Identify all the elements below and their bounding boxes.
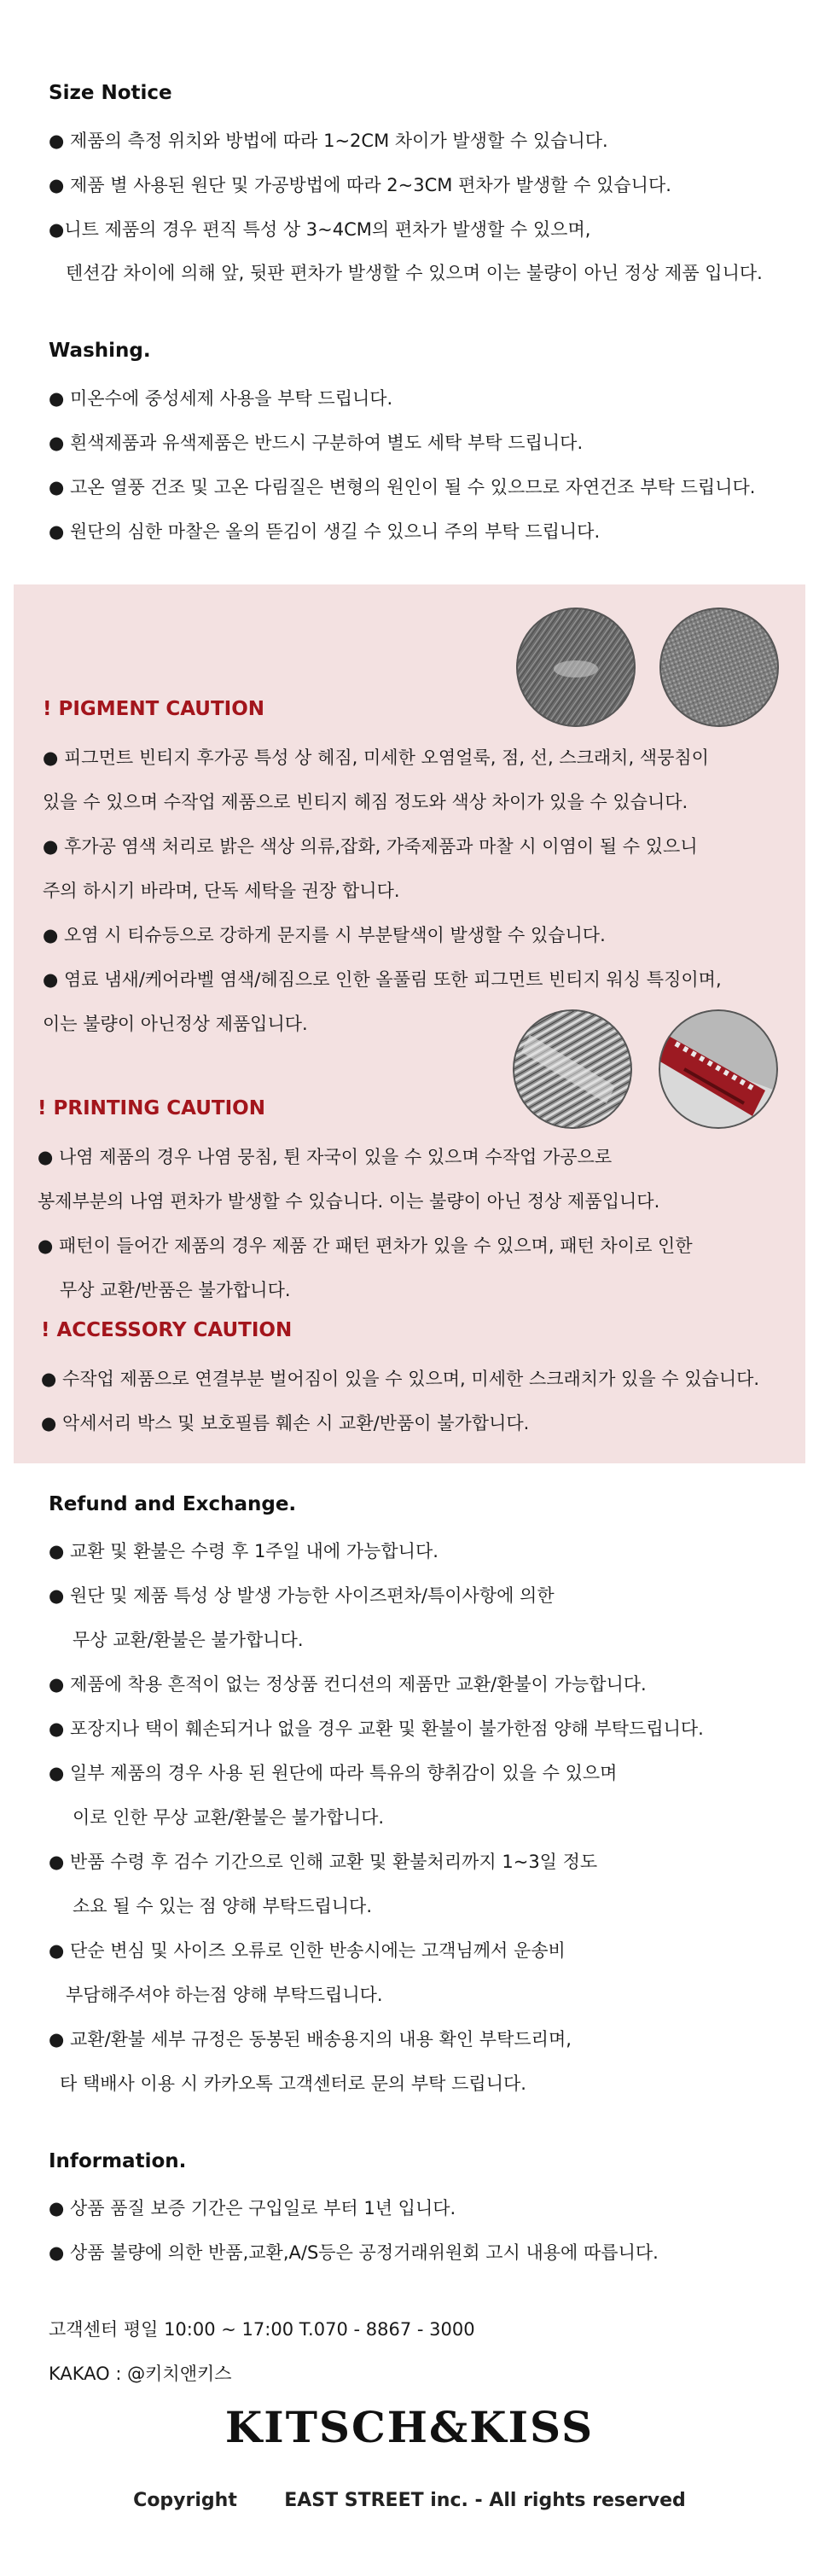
pigment-line: 주의 하시기 바라며, 단독 세탁을 권장 합니다.: [43, 881, 400, 901]
refund-line: 부담해주셔야 하는점 양해 부탁드립니다.: [66, 1985, 383, 2005]
refund-line: ● 단순 변심 및 사이즈 오류로 인한 반송시에는 고객님께서 운송비: [49, 1940, 566, 1961]
refund-line: ● 반품 수령 후 검수 기간으로 인해 교환 및 환불처리까지 1~3일 정도: [49, 1852, 598, 1872]
washing-line: ● 고온 열풍 건조 및 고온 다림질은 변형의 원인이 될 수 있으므로 자연건조 부탁 드립니다.: [49, 477, 756, 497]
refund-line: ● 포장지나 택이 훼손되거나 없을 경우 교환 및 환불이 불가한점 양해 부탁드립니다.: [49, 1718, 704, 1739]
kakao-id: KAKAO : @키치앤키스: [49, 2364, 232, 2384]
size-notice-title: Size Notice: [49, 82, 172, 104]
brand-logo: KITSCH&KISS: [224, 2402, 595, 2452]
washing-line: ● 흰색제품과 유색제품은 반드시 구분하여 별도 세탁 부탁 드립니다.: [49, 433, 584, 453]
refund-line: 이로 인한 무상 교환/환불은 불가합니다.: [73, 1807, 385, 1828]
information-title: Information.: [49, 2150, 187, 2172]
refund-line: 타 택배사 이용 시 카카오톡 고객센터로 문의 부탁 드립니다.: [60, 2073, 526, 2094]
accessory-caution-title: ! ACCESSORY CAUTION: [41, 1319, 293, 1341]
refund-line: 무상 교환/환불은 불가합니다.: [73, 1630, 304, 1650]
refund-line: ● 교환/환불 세부 규정은 동봉된 배송용지의 내용 확인 부탁드리며,: [49, 2029, 572, 2050]
refund-line: ● 제품에 착용 흔적이 없는 정상품 컨디션의 제품만 교환/환불이 가능합니다.: [49, 1674, 647, 1695]
information-line: ● 상품 품질 보증 기간은 구입일로 부터 1년 입니다.: [49, 2198, 456, 2218]
pigment-line: ● 오염 시 티슈등으로 강하게 문지를 시 부분탈색이 발생할 수 있습니다.: [43, 925, 606, 945]
refund-line: ● 원단 및 제품 특성 상 발생 가능한 사이즈편차/특이사항에 의한: [49, 1585, 555, 1606]
pigment-line: ● 피그먼트 빈티지 후가공 특성 상 헤짐, 미세한 오염얼룩, 점, 선, 스크래치, 색뭉침이: [43, 747, 709, 768]
size-notice-line: ● 제품의 측정 위치와 방법에 따라 1~2CM 차이가 발생할 수 있습니다.: [49, 131, 608, 151]
copyright-text: EAST STREET inc. - All rights reserved: [284, 2490, 686, 2511]
washing-title: Washing.: [49, 340, 151, 362]
pigment-line: 이는 불량이 아닌정상 제품입니다.: [43, 1014, 308, 1034]
printing-caution-title: ! PRINTING CAUTION: [38, 1097, 265, 1119]
printing-line: ● 나염 제품의 경우 나염 뭉침, 튄 자국이 있을 수 있으며 수작업 가공으로: [38, 1147, 613, 1167]
pigment-fabric-thumbnail-2: [659, 608, 779, 727]
accessory-line: ● 악세서리 박스 및 보호필름 훼손 시 교환/반품이 불가합니다.: [41, 1413, 530, 1433]
refund-line: 소요 될 수 있는 점 양해 부탁드립니다.: [73, 1896, 373, 1916]
washing-line: ● 원단의 심한 마찰은 올의 뜯김이 생길 수 있으니 주의 부탁 드립니다.: [49, 521, 601, 542]
pigment-line: 있을 수 있으며 수작업 제품으로 빈티지 헤짐 정도와 색상 차이가 있을 수 있습니다.: [43, 792, 688, 812]
printing-line: 무상 교환/반품은 불가합니다.: [60, 1280, 291, 1300]
washing-line: ● 미온수에 중성세제 사용을 부탁 드립니다.: [49, 388, 393, 409]
size-notice-line: ● 제품 별 사용된 원단 및 가공방법에 따라 2~3CM 편차가 발생할 수 있습니다.: [49, 175, 671, 195]
refund-line: ● 일부 제품의 경우 사용 된 원단에 따라 특유의 향취감이 있을 수 있으며: [49, 1763, 618, 1783]
copyright-line: [0, 2490, 819, 2511]
refund-title: Refund and Exchange.: [49, 1493, 297, 1515]
accessory-thumbnail: [659, 1009, 778, 1129]
copyright-word: Copyright: [133, 2490, 237, 2511]
accessory-line: ● 수작업 제품으로 연결부분 벌어짐이 있을 수 있으며, 미세한 스크래치가 있을 수 있습니다.: [41, 1369, 760, 1389]
pigment-caution-title: ! PIGMENT CAUTION: [43, 698, 265, 720]
pigment-fabric-thumbnail-1: [516, 608, 636, 727]
printing-fabric-thumbnail: [513, 1009, 632, 1129]
printing-line: ● 패턴이 들어간 제품의 경우 제품 간 패턴 편차가 있을 수 있으며, 패턴 차이로 인한: [38, 1236, 693, 1256]
size-notice-line: ●니트 제품의 경우 편직 특성 상 3~4CM의 편차가 발생할 수 있으며,: [49, 219, 591, 240]
pigment-line: ● 염료 냄새/케어라벨 염색/헤짐으로 인한 올풀림 또한 피그먼트 빈티지 워싱 특징이며,: [43, 969, 722, 990]
pigment-line: ● 후가공 염색 처리로 밝은 색상 의류,잡화, 가죽제품과 마찰 시 이염이 될 수 있으니: [43, 836, 698, 857]
printing-line: 봉제부분의 나염 편차가 발생할 수 있습니다. 이는 불량이 아닌 정상 제품입니다.: [38, 1191, 660, 1212]
information-line: ● 상품 불량에 의한 반품,교환,A/S등은 공정거래위원회 고시 내용에 따릅니다.: [49, 2242, 659, 2263]
refund-line: ● 교환 및 환불은 수령 후 1주일 내에 가능합니다.: [49, 1541, 439, 1561]
customer-center-hours: 고객센터 평일 10:00 ~ 17:00 T.070 - 8867 - 3000: [49, 2319, 475, 2340]
size-notice-line: 텐션감 차이에 의해 앞, 뒷판 편차가 발생할 수 있으며 이는 불량이 아닌 정상 제품 입니다.: [66, 263, 763, 283]
